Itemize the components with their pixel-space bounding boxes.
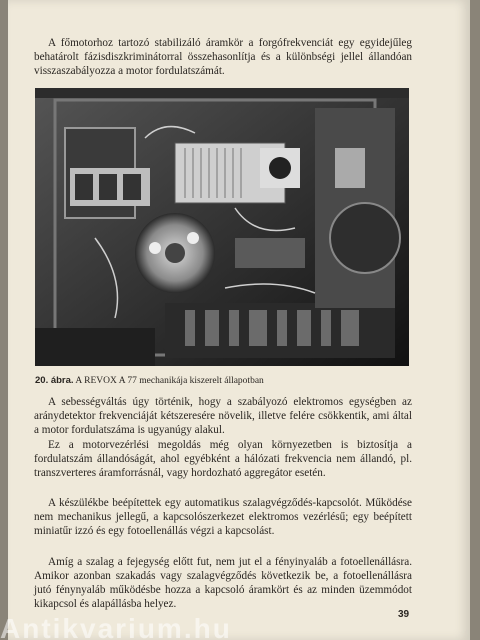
figure-label: 20. ábra.: [35, 375, 74, 386]
figure-title: A REVOX A 77 mechanikája kiszerelt állapotban: [75, 376, 264, 386]
figure-caption: [35, 375, 415, 386]
intro-paragraph: A főmotorhoz tartozó stabilizáló áramkör a forgófrekvenciát egy egyidejűleg behatárolt fázisdiszkriminátorral összehasonlítja és a különbségi jellel állandóan visszaszabályozza a motor fordulatszámát.: [34, 37, 412, 77]
paragraph-4: Amíg a szalag a fejegység előtt fut, nem jut el a fényinyaláb a fotoellenállásra. Amikor azonban szakadás vagy szalagvégződés következik be, a fotoellenállásra jutó fénynyaláb működésbe hozza a kapcsoló áramkört és az minden üzemmódot kikapcsol és alapállásba helyez.: [34, 556, 412, 610]
revox-mechanism-photo: [35, 88, 409, 366]
paragraph-3: A készülékbe beépítettek egy automatikus szalagvégződés-kapcsolót. Működése nem mechanikus jellegű, a kapcsolószerkezet elektromos vezérlésű; egy beépített miniatűr izzó és egy fotoellenállás végzi a kapcsolást.: [34, 497, 412, 537]
watermark: Antikvarium.hu: [0, 618, 232, 640]
paragraph-2: Ez a motorvezérlési megoldás még olyan környezetben is biztosítja a fordulatszám állandóságát, ahol egyébként a hálózati frekvencia nem állandó, pl. transzverteres áramforrásnál, vagy hordozható aggregátor esetén.: [34, 439, 412, 479]
book-page: [8, 0, 470, 640]
paragraph-1: A sebességváltás úgy történik, hogy a szabályozó elektromos egységben az aránydetektor frekvenciáját kétszeresére növelik, illetve felére csökkentik, ami által a motor fordulatszáma is ugyanúgy alakul.: [34, 396, 412, 436]
page-number: 39: [398, 609, 410, 620]
